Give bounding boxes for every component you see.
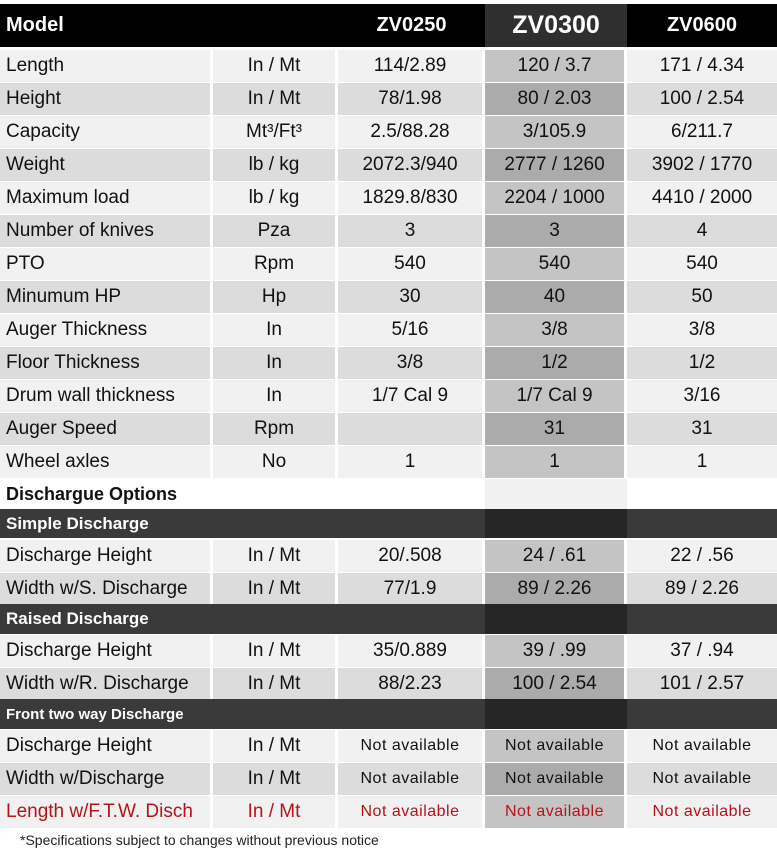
spec-unit: In / Mt	[213, 635, 338, 667]
spec-value-zv0600: Not available	[627, 796, 777, 828]
discharge-options-row	[0, 479, 777, 509]
spec-unit: In / Mt	[213, 730, 338, 762]
spec-value-zv0250: 1829.8/830	[338, 182, 485, 214]
spec-value-zv0250: 5/16	[338, 314, 485, 346]
spec-name: Width w/Discharge	[0, 763, 213, 795]
spec-name: Number of knives	[0, 215, 213, 247]
section-raised-discharge	[0, 604, 777, 634]
spec-unit: In	[213, 347, 338, 379]
simple-row-width	[0, 573, 777, 605]
spec-value-zv0600: 100 / 2.54	[627, 83, 777, 115]
spec-value-zv0600: 3902 / 1770	[627, 149, 777, 181]
spec-value-zv0300: 1/7 Cal 9	[485, 380, 627, 412]
section-title: Front two way Discharge	[0, 699, 485, 729]
spec-name: Discharge Height	[0, 635, 213, 667]
spec-value-zv0250: 540	[338, 248, 485, 280]
spec-value-zv0250: 30	[338, 281, 485, 313]
spec-value-zv0300: 31	[485, 413, 627, 445]
spec-unit: Mt³/Ft³	[213, 116, 338, 148]
spec-name: Wheel axles	[0, 446, 213, 478]
model-zv0600: ZV0600	[627, 4, 777, 47]
spec-name: Length	[0, 50, 213, 82]
spec-name: Floor Thickness	[0, 347, 213, 379]
spec-name: Height	[0, 83, 213, 115]
spec-unit: In / Mt	[213, 540, 338, 572]
spec-value-zv0300: Not available	[485, 763, 627, 795]
spec-row-weight	[0, 149, 777, 181]
spec-unit: In	[213, 380, 338, 412]
spec-unit: Hp	[213, 281, 338, 313]
spec-value-zv0600: Not available	[627, 763, 777, 795]
spec-value-zv0300: 24 / .61	[485, 540, 627, 572]
spec-value-zv0600: Not available	[627, 730, 777, 762]
spec-value-zv0250: 35/0.889	[338, 635, 485, 667]
section-title: Raised Discharge	[0, 604, 485, 634]
spec-unit: In / Mt	[213, 50, 338, 82]
spec-value-zv0250: 2.5/88.28	[338, 116, 485, 148]
spec-value-zv0250: 77/1.9	[338, 573, 485, 605]
spec-value-zv0600: 1/2	[627, 347, 777, 379]
spec-unit: lb / kg	[213, 182, 338, 214]
spec-value-zv0300: 89 / 2.26	[485, 573, 627, 605]
spec-unit: Pza	[213, 215, 338, 247]
spec-row-number-of-knives	[0, 215, 777, 247]
spec-value-zv0600: 540	[627, 248, 777, 280]
header-row	[0, 4, 777, 47]
spec-value-zv0250: 3	[338, 215, 485, 247]
spec-name: Auger Speed	[0, 413, 213, 445]
spec-value-zv0600: 101 / 2.57	[627, 668, 777, 700]
spec-unit: In / Mt	[213, 668, 338, 700]
model-label: Model	[0, 4, 213, 47]
front-row-length	[0, 796, 777, 828]
spec-value-zv0250: 1	[338, 446, 485, 478]
spec-value-zv0600: 50	[627, 281, 777, 313]
spec-value-zv0600: 1	[627, 446, 777, 478]
spec-row-height	[0, 83, 777, 115]
spec-value-zv0250: 1/7 Cal 9	[338, 380, 485, 412]
spec-row-minimum-hp	[0, 281, 777, 313]
spec-name: Width w/R. Discharge	[0, 668, 213, 700]
spec-value-zv0600: 3/16	[627, 380, 777, 412]
spec-unit: Rpm	[213, 413, 338, 445]
model-zv0250: ZV0250	[338, 4, 485, 47]
raised-row-width	[0, 668, 777, 700]
simple-row-discharge-height	[0, 540, 777, 572]
spec-name: Drum wall thickness	[0, 380, 213, 412]
spec-unit: Rpm	[213, 248, 338, 280]
spec-value-zv0300: 1	[485, 446, 627, 478]
spec-value-zv0300: 80 / 2.03	[485, 83, 627, 115]
spec-unit: In	[213, 314, 338, 346]
model-zv0300: ZV0300	[485, 4, 627, 47]
spec-name: Minumum HP	[0, 281, 213, 313]
front-row-width	[0, 763, 777, 795]
spec-value-zv0300: 2204 / 1000	[485, 182, 627, 214]
spec-name: Discharge Height	[0, 730, 213, 762]
spec-value-zv0250	[338, 413, 485, 445]
spec-unit: No	[213, 446, 338, 478]
front-row-discharge-height	[0, 730, 777, 762]
spec-value-zv0600: 37 / .94	[627, 635, 777, 667]
spec-value-zv0300: 2777 / 1260	[485, 149, 627, 181]
spec-unit: In / Mt	[213, 796, 338, 828]
spec-row-drum-wall-thickness	[0, 380, 777, 412]
section-title: Simple Discharge	[0, 509, 485, 538]
spec-value-zv0300: 3	[485, 215, 627, 247]
spec-name: Weight	[0, 149, 213, 181]
section-simple-discharge	[0, 509, 777, 538]
spec-value-zv0600: 171 / 4.34	[627, 50, 777, 82]
spec-value-zv0600: 4	[627, 215, 777, 247]
spec-value-zv0300: 100 / 2.54	[485, 668, 627, 700]
spec-value-zv0600: 6/211.7	[627, 116, 777, 148]
spec-name: Length w/F.T.W. Disch	[0, 796, 213, 828]
spec-value-zv0250: 3/8	[338, 347, 485, 379]
spec-value-zv0300: 40	[485, 281, 627, 313]
raised-row-discharge-height	[0, 635, 777, 667]
footnote: *Specifications subject to changes without previous notice	[20, 832, 379, 848]
spec-value-zv0600: 31	[627, 413, 777, 445]
spec-name: Auger Thickness	[0, 314, 213, 346]
section-front-discharge	[0, 699, 777, 729]
spec-row-length	[0, 50, 777, 82]
spec-unit: lb / kg	[213, 149, 338, 181]
spec-name: Maximum load	[0, 182, 213, 214]
spec-value-zv0600: 22 / .56	[627, 540, 777, 572]
spec-value-zv0250: 88/2.23	[338, 668, 485, 700]
spec-value-zv0300: Not available	[485, 730, 627, 762]
spec-row-pto	[0, 248, 777, 280]
spec-name: Capacity	[0, 116, 213, 148]
spec-value-zv0300: Not available	[485, 796, 627, 828]
spec-value-zv0250: Not available	[338, 763, 485, 795]
spec-value-zv0600: 89 / 2.26	[627, 573, 777, 605]
spec-unit: In / Mt	[213, 573, 338, 605]
spec-value-zv0300: 540	[485, 248, 627, 280]
spec-value-zv0250: 114/2.89	[338, 50, 485, 82]
spec-value-zv0250: 2072.3/940	[338, 149, 485, 181]
spec-value-zv0600: 3/8	[627, 314, 777, 346]
discharge-options-title: Dischargue Options	[0, 479, 485, 509]
spec-unit: In / Mt	[213, 763, 338, 795]
spec-value-zv0300: 120 / 3.7	[485, 50, 627, 82]
spec-value-zv0250: 20/.508	[338, 540, 485, 572]
spec-row-auger-thickness	[0, 314, 777, 346]
spec-name: Width w/S. Discharge	[0, 573, 213, 605]
spec-value-zv0250: Not available	[338, 730, 485, 762]
spec-unit: In / Mt	[213, 83, 338, 115]
spec-name: PTO	[0, 248, 213, 280]
spec-row-capacity	[0, 116, 777, 148]
spec-row-maximum-load	[0, 182, 777, 214]
spec-value-zv0300: 1/2	[485, 347, 627, 379]
spec-value-zv0300: 3/8	[485, 314, 627, 346]
spec-value-zv0300: 3/105.9	[485, 116, 627, 148]
spec-row-floor-thickness	[0, 347, 777, 379]
spec-name: Discharge Height	[0, 540, 213, 572]
spec-row-auger-speed	[0, 413, 777, 445]
spec-value-zv0300: 39 / .99	[485, 635, 627, 667]
spec-value-zv0600: 4410 / 2000	[627, 182, 777, 214]
spec-value-zv0250: 78/1.98	[338, 83, 485, 115]
spec-row-wheel-axles	[0, 446, 777, 478]
spec-value-zv0250: Not available	[338, 796, 485, 828]
